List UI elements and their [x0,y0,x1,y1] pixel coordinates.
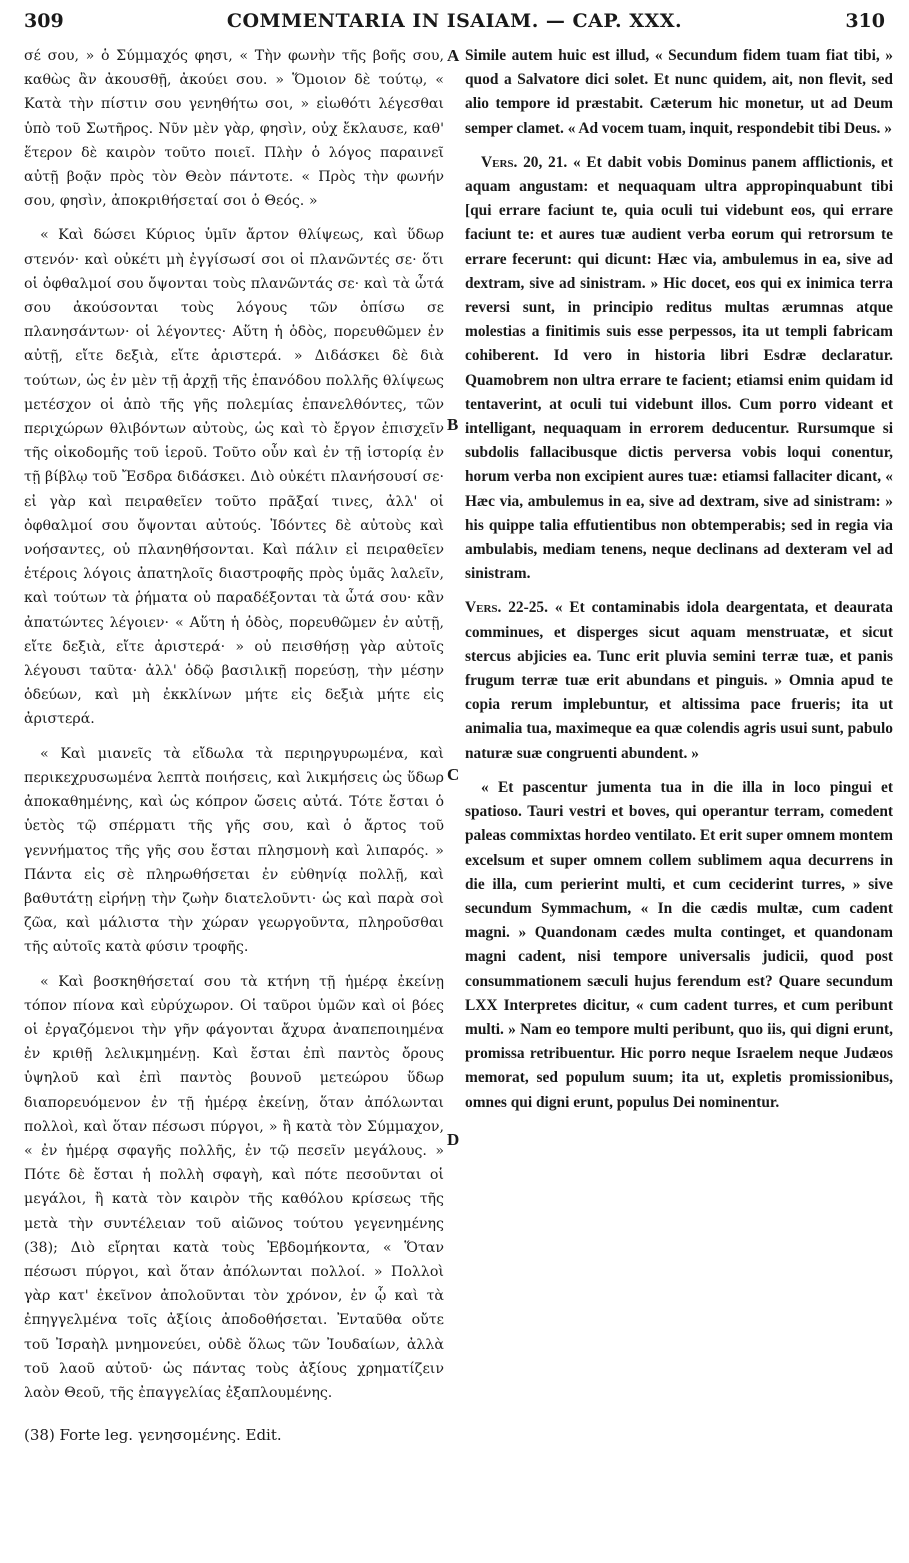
margin-marker: D [447,1130,460,1149]
page-number-right: 310 [845,10,885,32]
verse-label: Vers. 22-25. [465,599,548,617]
running-title: COMMENTARIA IN ISAIAM. — CAP. XXX. [226,10,683,32]
footnote: (38) Forte leg. γενησομένης. Edit. [24,1426,282,1445]
greek-column [24,44,444,1447]
greek-paragraph: « Καὶ βοσκηθήσεταί σου τὰ κτήνη τῇ ἡμέρᾳ ἐκείνῃ τόπον πίονα καὶ εὐρύχωρον. Οἱ ταῦροι ὑμῶν καὶ οἱ βόες οἱ ἐργαζόμενοι τὴν γῆν φάγονται ἄχυρα ἀναπεποιημένα ἐν κριθῇ λελικμημένῃ. Καὶ ἔσται ἐπὶ παντὸς ὄρους ὑψηλοῦ καὶ ἐπὶ παντὸς βουνοῦ μετεώρου ὕδωρ διαπορευόμενον ἐν τῇ ἡμέρᾳ ἐκείνῃ, ὅταν ἀπόλωνται πολλοὶ, καὶ ὅταν πέσωσι πύργοι, » ἢ κατὰ τὸν Σύμμαχον, « ἐν ἡμέρᾳ σφαγῆς πολλῆς, ἐν τῷ πεσεῖν μεγάλους. » Πότε δὲ ἔσται ἡ πολλὴ σφαγὴ, καὶ πότε πεσοῦνται οἱ μεγάλοι, ἢ κατὰ τὸν καιρὸν τῆς καθόλου κρίσεως τῆς μετὰ τὴν συντέλειαν τοῦ αἰῶνος τούτου γεγενημένης (38); Διὸ εἴρηται κατὰ τοὺς Ἑβδομήκοντα, « Ὅταν πέσωσι πύργοι, καὶ ὅταν ἀπόλωνται πολλοί. » Πολλοὶ γὰρ κατ' ἐκεῖνον ἀπολοῦνται τὸν χρόνον, ἐν ᾧ καὶ τὰ ἐπηγγελμένα τοῖς ἀξίοις ἀποδοθήσεται. Ἐνταῦθα οὔτε τοῦ Ἰσραὴλ μνημονεύει, οὐδὲ ὅλως τῶν Ἰουδαίων, ἀλλὰ τοῦ λαοῦ αὐτοῦ· ὡς πάντας τοὺς ἀξίους χρηματίζειν λαὸν Θεοῦ, τῆς ἐπαγγελίας ἐξαπλουμένης. [24,973,444,1401]
latin-paragraph-text: « Et dabit vobis Dominus panem afflictionis, et aquam angustam: et nequaquam ultra appropinquabunt tibi [qui errare faciunt te, quia oculi tui videbunt eos, qui errare faciunt te: et aures tuæ audient verba eorum qui retrorsum te errare fecerunt: qui dicunt: Hæc via, ambulemus in ea, sive ad dextram, sive ad sinistram. » Hic docet, eos qui ex inimica terra reversi sunt, in principio reditus multas ærumnas atque molestias a finitimis suis esse perpessos, ita ut templi fabricam cohiberent. Id vero in historia libri Esdræ declaratur. Quamobrem non ultra errare te facient; etiamsi enim quidam id tentaverint, at oculi tui videbunt illos. Cum porro videant et intelligant, nequaquam in errorem deducentur. Rursumque si subdolis fallacibusque dictis perversa vobis loqui conentur, horum verba non excipient aures tuæ: etiamsi fallaciter dicant, « Hæc via, ambulemus in ea, sive ad dextram, sive ad sinistram: » his quippe talia effutientibus non obtemperabis; sed in regia via ambulabis, mediam tenens, neque declinans ad dexteram vel ad sinistram. [465,153,893,583]
latin-paragraph-text: « Et contaminabis idola deargentata, et deaurata comminues, et disperges sicut aquam menstruatæ, et sicut stercus abjicies ea. Tunc erit pluvia semini terræ tuæ, et panis frugum terræ tuæ erit abundans et pinguis. » Omnia apud te copia rerum implebuntur, et altissima pace frueris; ita ut animalia tua, maximeque ea quæ colendis agris usui sunt, pabulo naturæ suæ congruenti abundent. » [465,599,893,762]
latin-paragraph: Simile autem huic est illud, « Secundum fidem tuam fiat tibi, » quod a Salvatore dici solet. Et nunc quidem, ait, non flevit, sed alio tempore id præstabit. Cæterum hic monetur, ut ad Deum semper clamet. « Ad vocem tuam, inquit, respondebit tibi Deus. » [465,47,893,137]
latin-paragraph [465,151,893,587]
page-number-left: 309 [24,10,64,32]
verse-label: Vers. 20, 21. [481,153,568,171]
latin-paragraph: « Et pascentur jumenta tua in die illa in loco pingui et spatioso. Tauri vestri et boves, qui operantur terram, comedent paleas commixtas hordeo ventilato. Et erit super omnem montem excelsum et super omnem collem sublimem aqua decurrens in die illa, cum perierint multi, et cum ceciderint turres, » sive secundum Symmachum, « In die cædis multæ, cum cadent magni. » Quandonam cædes multa continget, et quandonam magni cadent, nisi tempore universalis judicii, quod post consummationem sæculi hujus ferendum est? Quare secundum LXX Interpretes dicitur, « cum cadent turres, et cum peribunt multi. » Nam eo tempore multi peribunt, quo iis, qui digni erunt, promissa retribuentur. Hic porro neque Israelem neque Judæos memorat, sed populum suum; ita ut, expletis promissionibus, omnes qui digni erunt, populus Dei nominentur. [465,778,893,1111]
greek-paragraph: σέ σου, » ὁ Σύμμαχός φησι, « Τὴν φωνὴν τῆς βοῆς σου, καθὼς ἂν ἀκουσθῇ, ἀκούει σου. » Ὅμοιον δὲ τούτῳ, « Κατὰ τὴν πίστιν σου γενηθήτω σοι, » εἰωθότι λέγεσθαι ὑπὸ τοῦ Σωτῆρος. Νῦν μὲν γὰρ, φησὶν, οὐχ ἔκλαυσε, καθ' ἕτερον δὲ καιρὸν τοῦτο ποιεῖ. Πλὴν ὁ λόγος παραινεῖ αὐτῇ βοᾷν πρὸς τὸν Θεὸν πάντοτε. « Πρὸς τὴν φωνήν σου, φησὶν, ἀποκριθήσεταί σοι ὁ Θεός. » [24,48,444,210]
margin-marker: A [447,46,460,65]
latin-column [465,44,893,1125]
greek-paragraph: « Καὶ δώσει Κύριος ὑμῖν ἄρτον θλίψεως, καὶ ὕδωρ στενόν· καὶ οὐκέτι μὴ ἐγγίσωσί σοι οἱ πλανῶντές σε· ὅτι οἱ ὀφθαλμοί σου ὄψονται τοὺς πλανῶντάς σε· καὶ τὰ ὦτά σου ἀκούσονται τοὺς λόγους τῶν ὀπίσω σε πλανησάντων· οἱ λέγοντες· Αὕτη ἡ ὁδὸς, πορευθῶμεν ἐν αὐτῇ, εἴτε δεξιὰ, εἴτε ἀριστερά. » Διδάσκει δὲ διὰ τούτων, ὡς ἐν μὲν τῇ ἀρχῇ τῆς ἐπανόδου πολλῆς θλίψεως μετέσχον οἱ ἀπὸ τῆς γῆς πολεμίας ἐπανελθόντες, τῶν περιχώρων θλιβόντων αὐτοὺς, ὡς καὶ τὸ ἔργον ἐπισχεῖν τῆς οἰκοδομῆς τοῦ ἱεροῦ. Τοῦτο οὖν καὶ ἐν τῇ ἱστορίᾳ ἐν τῇ βίβλῳ τοῦ Ἔσδρα διδάσκει. Διὸ οὐκέτι πλανήσουσί σε· εἰ γὰρ καὶ πειραθεῖεν τοῦτο πρᾶξαί τινες, ἀλλ' οἱ ὀφθαλμοί σου ὄψονται αὐτούς. Ἰδόντες δὲ αὐτοὺς καὶ νοήσαντες, οὐ πλανηθήσονται. Καὶ πάλιν εἰ πειραθεῖεν ἑτέροις λόγοις ἀπατηλοῖς διαστροφῆς πρὸς ὑμᾶς λαλεῖν, καὶ τούτων τὰ ῥήματα οὐ παραδέξονται τὰ ὦτά σου· κἂν ἀπατώντες λέγοιεν· « Αὕτη ἡ ὁδὸς, πορευθῶμεν ἐν αὐτῇ, εἴτε δεξιὰ, εἴτε ἀριστερά· » οὐ πεισθήσῃ γὰρ αὐτοῖς λέγουσι ταῦτα· ἀλλ' ὁδῷ βασιλικῇ πορεύσῃ, τὴν μέσην ὁδεύων, καὶ μὴ ἐκκλίνων μήτε εἰς δεξιὰ μήτε εἰς ἀριστερά. [24,227,444,728]
margin-marker: C [447,765,460,784]
margin-marker: B [447,415,459,434]
greek-paragraph: « Καὶ μιανεῖς τὰ εἴδωλα τὰ περιηργυρωμένα, καὶ περικεχρυσωμένα λεπτὰ ποιήσεις, καὶ λικμήσεις ὡς ὕδωρ ἀποκαθημένης, καὶ ὡς κόπρον ὤσεις αὐτά. Τότε ἔσται ὁ ὑετὸς τῷ σπέρματι τῆς γῆς σου, καὶ ὁ ἄρτος τοῦ γεννήματος τῆς γῆς σου ἔσται πλησμονὴ καὶ λιπαρός. » Πάντα εἰς σὲ πληρωθήσεται ἐν εὐθηνίᾳ πολλῇ, καὶ βαθυτάτῃ εἰρήνῃ τὴν ζωὴν διατελοῦντι· ὡς καὶ παρὰ σοὶ ζῶα, καὶ μάλιστα τὴν χώραν γεωργοῦντα, πληροῦσθαι τῆς αὐτοῖς κατὰ φύσιν τροφῆς. [24,745,444,956]
latin-paragraph [465,596,893,765]
page-header [0,4,909,38]
